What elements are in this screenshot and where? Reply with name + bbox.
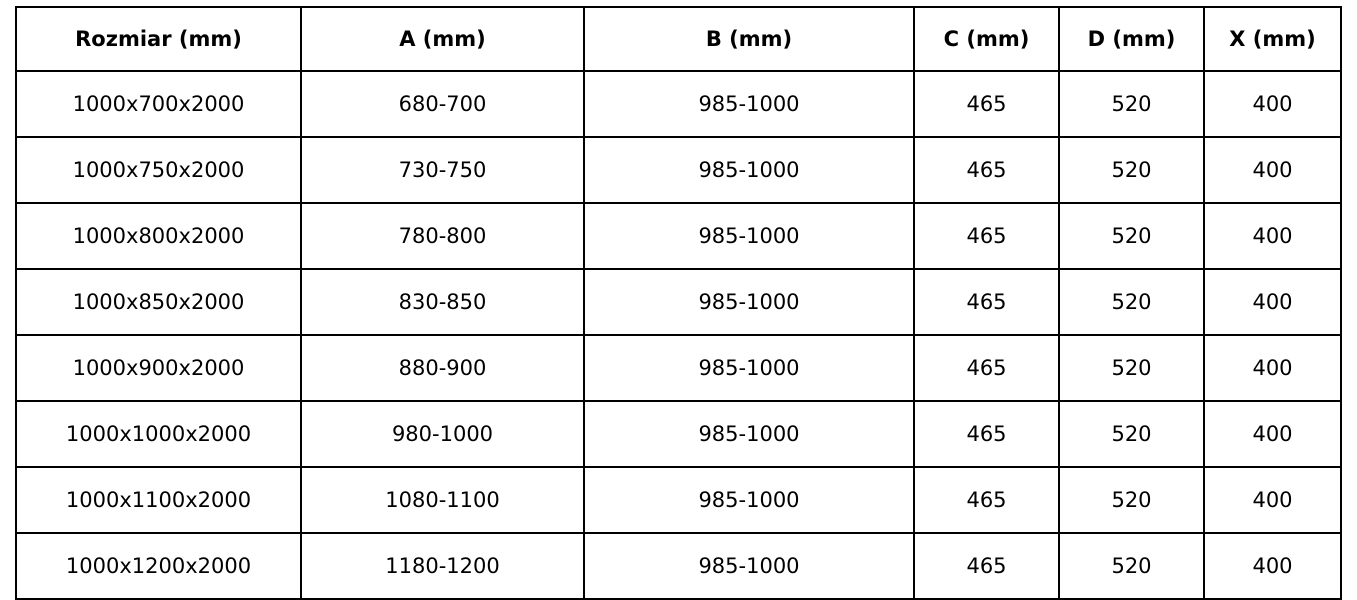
column-header-a: A (mm) [301,7,584,71]
cell-x: 400 [1204,71,1341,137]
table-row [16,137,1341,203]
cell-d: 520 [1059,401,1204,467]
cell-a: 780-800 [301,203,584,269]
table-body [16,71,1341,599]
cell-b: 985-1000 [584,203,914,269]
cell-c: 465 [914,71,1059,137]
cell-x: 400 [1204,203,1341,269]
table-row [16,533,1341,599]
cell-rozmiar: 1000x1200x2000 [16,533,301,599]
column-header-x: X (mm) [1204,7,1341,71]
cell-c: 465 [914,335,1059,401]
cell-rozmiar: 1000x1100x2000 [16,467,301,533]
dimensions-table [15,6,1342,600]
table-row [16,269,1341,335]
cell-d: 520 [1059,335,1204,401]
cell-c: 465 [914,137,1059,203]
cell-b: 985-1000 [584,467,914,533]
cell-c: 465 [914,533,1059,599]
cell-b: 985-1000 [584,137,914,203]
table-header [16,7,1341,71]
cell-b: 985-1000 [584,335,914,401]
cell-x: 400 [1204,335,1341,401]
cell-a: 1180-1200 [301,533,584,599]
cell-rozmiar: 1000x750x2000 [16,137,301,203]
cell-b: 985-1000 [584,533,914,599]
table-row [16,467,1341,533]
cell-x: 400 [1204,533,1341,599]
cell-b: 985-1000 [584,71,914,137]
cell-d: 520 [1059,533,1204,599]
cell-rozmiar: 1000x850x2000 [16,269,301,335]
cell-a: 680-700 [301,71,584,137]
cell-c: 465 [914,467,1059,533]
cell-d: 520 [1059,71,1204,137]
cell-x: 400 [1204,137,1341,203]
cell-rozmiar: 1000x900x2000 [16,335,301,401]
cell-c: 465 [914,269,1059,335]
cell-rozmiar: 1000x700x2000 [16,71,301,137]
cell-x: 400 [1204,401,1341,467]
cell-d: 520 [1059,203,1204,269]
table-row [16,335,1341,401]
cell-rozmiar: 1000x1000x2000 [16,401,301,467]
cell-b: 985-1000 [584,401,914,467]
cell-a: 980-1000 [301,401,584,467]
column-header-b: B (mm) [584,7,914,71]
table-row [16,203,1341,269]
column-header-d: D (mm) [1059,7,1204,71]
cell-c: 465 [914,203,1059,269]
cell-b: 985-1000 [584,269,914,335]
cell-a: 830-850 [301,269,584,335]
cell-a: 880-900 [301,335,584,401]
cell-rozmiar: 1000x800x2000 [16,203,301,269]
table-row [16,71,1341,137]
column-header-rozmiar: Rozmiar (mm) [16,7,301,71]
cell-d: 520 [1059,137,1204,203]
cell-a: 1080-1100 [301,467,584,533]
cell-x: 400 [1204,269,1341,335]
cell-a: 730-750 [301,137,584,203]
column-header-c: C (mm) [914,7,1059,71]
cell-c: 465 [914,401,1059,467]
cell-d: 520 [1059,269,1204,335]
table-row [16,401,1341,467]
table-header-row [16,7,1341,71]
cell-x: 400 [1204,467,1341,533]
cell-d: 520 [1059,467,1204,533]
